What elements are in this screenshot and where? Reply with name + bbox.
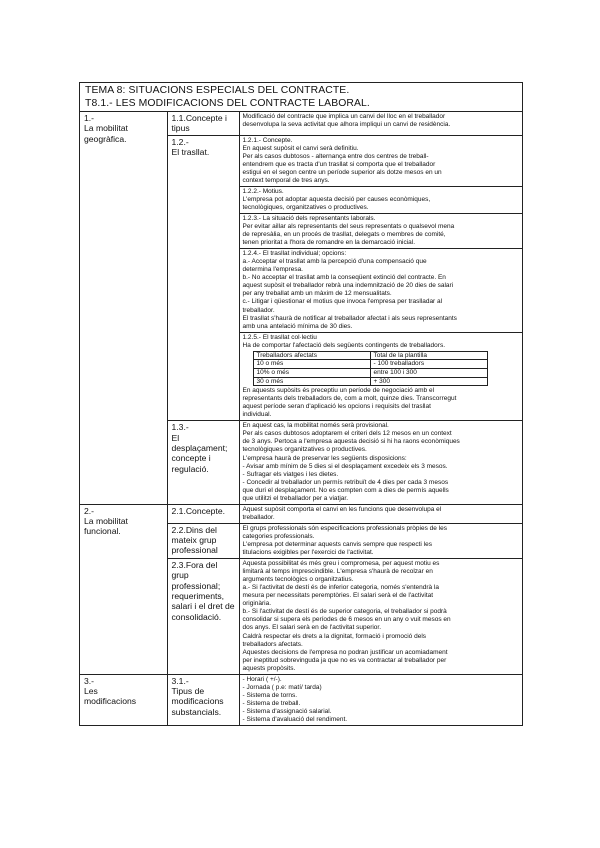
text-line: modificacions <box>84 696 137 707</box>
text-line: 3.1.- <box>171 675 189 686</box>
document-header <box>80 83 522 112</box>
paragraph-1-2-3 <box>239 214 522 249</box>
text-line: regulació. <box>171 463 209 474</box>
text-line: de 3 anys. Pertoca a l'empresa aquesta decisió si hi ha raons econòmiques <box>242 438 460 446</box>
text-line: mesura per necessitats peremptòries. El salari serà el de l'activitat <box>242 592 434 600</box>
subsection-2-1-text <box>239 504 522 523</box>
text-line: treballador. <box>242 306 275 314</box>
text-line: tipus <box>171 123 190 134</box>
subsection-1-1-label <box>167 112 239 135</box>
column-header: Total de la plantilla <box>370 351 487 360</box>
text-line: entendrem que es tracta d'un trasllat si comporta que el treballador <box>242 160 436 168</box>
subsection-1-3-text <box>239 421 522 504</box>
table-row <box>253 377 487 386</box>
text-line: c.- Litigar i qüestionar el motius que invoca l'empresa per traslladar al <box>242 298 443 306</box>
text-line: a.- Acceptar el trasllat amb la percepció d'una compensació que <box>242 258 427 266</box>
text-line: Ha de comportar l'afectació dels següents contingents de treballadors. <box>242 341 445 349</box>
table-cell: entre 100 i 300 <box>370 368 487 377</box>
subsection-2-2-text <box>239 523 522 558</box>
text-line: En aquest supòsit el canvi serà definitiu. <box>242 144 359 152</box>
text-line: 2.1.Concepte. <box>171 505 226 516</box>
text-line: - Sistema d'avaluació del rendiment. <box>242 715 348 723</box>
text-line: representants dels treballadors de, com a molt, quinze dies. Transcorregut <box>242 395 457 403</box>
list-item <box>243 479 520 503</box>
paragraph-1-2-5-intro <box>243 334 520 350</box>
text-line: Per als casos dubtosos - alternança entre dos centres de treball- <box>242 152 429 160</box>
text-line: - Jornada ( p.e: matí/ tarda) <box>242 683 322 691</box>
list-item <box>243 471 520 479</box>
text-line: 1.3.- <box>171 422 189 433</box>
list-item <box>243 463 520 471</box>
section-title: T8.1.- LES MODIFICACIONS DEL CONTRACTE LABORAL. <box>85 97 370 109</box>
text-line: que utilitzi el treballador per a viatjar. <box>242 494 349 502</box>
text-line: 1.2.5.- El trasllat col·lectiu <box>242 333 317 341</box>
table-cell: + 300 <box>370 377 487 386</box>
text-line: L'empresa pot determinar aquests canvis sempre que respecti les <box>242 540 432 548</box>
text-line: L'empresa pot adoptar aquesta decisió per causes econòmiques, <box>242 195 431 203</box>
section-2-label <box>80 504 167 674</box>
column-header: Treballadors afectats <box>253 351 370 360</box>
text-line: de represàlia, en un procés de trasllat, delegats o membres de comité, <box>242 231 446 239</box>
table-cell: - 100 treballadors <box>370 360 487 369</box>
content-table <box>80 112 522 725</box>
text-line: 2.- <box>84 505 95 516</box>
text-line: tenen prioritat a l'hora de romandre en la demarcació inicial. <box>242 239 416 247</box>
text-line: - Sufragar els viatges i les dietes. <box>242 470 339 478</box>
text-line: - Concedir al treballador un permís retribuït de 4 dies per cada 3 mesos <box>242 478 449 486</box>
text-line: Les <box>84 686 98 697</box>
text-line: salari i el dret de <box>171 601 235 612</box>
text-line: tecnològiques organitzatives o productives. <box>242 446 367 454</box>
text-line: Caldrà respectar els drets a la dignitat, formació i promoció dels <box>242 632 427 640</box>
subsection-2-3-label <box>167 559 239 675</box>
text-line: desenvolupa la seva activitat que alhora impliqui un canvi de residència. <box>242 121 451 129</box>
table-row <box>80 504 522 523</box>
text-line: mateix grup <box>171 535 217 546</box>
text-line: 2.3.Fora del <box>171 560 218 571</box>
text-line: requeriments, <box>171 590 225 601</box>
text-line: - Sistema de torns. <box>242 691 298 699</box>
text-line: El trasllat. <box>171 146 210 157</box>
text-line: categories professionals. <box>242 532 315 540</box>
text-line: Per evitar aillar als representants del seus representats o qualsevol mena <box>242 223 455 231</box>
text-line: concepte i <box>171 453 211 464</box>
text-line: context temporal de tres anys. <box>242 176 330 184</box>
subsection-2-2-label <box>167 523 239 558</box>
paragraph-1-2-5-negotiation <box>243 387 520 419</box>
document-page <box>79 82 523 726</box>
text-line: consolidar si supera els períodes de 6 mesos en un any o vuit mesos en <box>242 616 451 624</box>
text-line: b.- No acceptar el trasllat amb la conseqüent extinció del contracte. En <box>242 274 446 282</box>
section-3-label <box>80 674 167 725</box>
text-line: El grups professionals són especificacions professionals pròpies de les <box>242 524 447 532</box>
text-line: titulacions exigibles per l'exercici de l'activitat. <box>242 549 374 557</box>
text-line: 1.1.Concepte i <box>171 113 227 123</box>
paragraph-1-2-2 <box>239 186 522 213</box>
text-line: b.- Si l'activitat de destí és de superior categoria, el treballador si podrà <box>242 608 447 616</box>
text-line: 3.- <box>84 675 95 686</box>
text-line: a.- Si l'activitat de destí és de inferior categoria, només s'entendrà la <box>242 584 440 592</box>
table-row <box>80 112 522 135</box>
subsection-2-1-label <box>167 504 239 523</box>
text-line: - Sistema de treball. <box>242 699 301 707</box>
subsection-3-1-list <box>239 674 522 725</box>
text-line: La mobilitat <box>84 123 128 134</box>
text-line: professional; <box>171 580 221 591</box>
text-line: - Avisar amb mínim de 5 dies si el desplaçament excedeix els 3 mesos. <box>242 462 448 470</box>
text-line: individual. <box>242 411 272 419</box>
text-line: grup <box>171 570 189 581</box>
table-row <box>253 368 487 377</box>
text-line: Aquesta possibilitat és més greu i compromesa, per aquest motiu es <box>242 560 440 568</box>
text-line: Aquestes decisions de l'empresa no podran justificar un acomiadament <box>242 648 448 656</box>
text-line: que duri el desplaçament. No es compten com a dies de permís aquells <box>242 486 449 494</box>
text-line: La mobilitat <box>84 516 128 527</box>
table-header-row <box>253 351 487 360</box>
text-line: consolidació. <box>171 611 222 622</box>
text-line: treballador. <box>242 513 275 521</box>
text-line: 1.- <box>84 113 95 123</box>
text-line: Per als casos dubtosos adoptarem el criteri dels 12 mesos en un context <box>242 430 452 438</box>
paragraph-1-2-5 <box>239 332 522 421</box>
text-line: 1.2.1.- Concepte. <box>242 136 293 144</box>
text-line: - Sistema d'assignació salarial. <box>242 707 332 715</box>
text-line: En aquests supòsits és preceptiu un període de negociació amb el <box>242 387 435 395</box>
text-line: modificacions <box>171 696 224 707</box>
text-line: Aquest supòsit comporta el canvi en les funcions que desenvolupa el <box>242 505 442 513</box>
text-line: per any treballat amb un màxim de 12 mensualitats. <box>242 290 392 298</box>
text-line: aquests propòsits. <box>242 664 296 672</box>
text-line: geogràfica. <box>84 133 127 144</box>
table-row <box>80 674 522 725</box>
text-line: 1.2.2.- Motius. <box>242 187 284 195</box>
subsection-1-3-intro <box>243 422 520 462</box>
text-line: per ineptitud sobrevinguda ja que no es va contractar al treballador per <box>242 656 447 664</box>
workers-threshold-table <box>253 351 488 386</box>
text-line: dos anys. El salari serà en de l'activitat superior. <box>242 624 382 632</box>
text-line: amb una antelació mínima de 30 dies. <box>242 322 353 330</box>
text-line: L'empresa haurà de preservar les següents disposicions: <box>242 454 407 462</box>
topic-title: TEMA 8: SITUACIONS ESPECIALS DEL CONTRACTE. <box>85 85 350 96</box>
subsection-3-1-label <box>167 674 239 725</box>
text-line: aquest període seran d'aplicació les opcions i requisits del trasllat <box>242 403 431 411</box>
text-line: funcional. <box>84 526 121 537</box>
text-line: 2.2.Dins del <box>171 524 217 535</box>
text-line: 1.2.- <box>171 136 189 147</box>
table-cell: 10% o més <box>253 368 370 377</box>
text-line: Modificació del contracte que implica un canvi del lloc en el treballador <box>242 113 446 120</box>
subsection-1-2-label <box>167 135 239 421</box>
text-line: arguments tecnològics o organitzatius. <box>242 576 354 584</box>
text-line: El trasllat s'haurà de notificar al treballador afectat i als seus representants <box>242 314 457 322</box>
text-line: originària. <box>242 600 272 608</box>
text-line: limitarà al temps imprescindible. L'empresa s'haurà de recolzar en <box>242 568 433 576</box>
text-line: En aquest cas, la mobilitat només serà provisional. <box>242 422 389 430</box>
text-line: - Horari ( +/-). <box>242 675 282 683</box>
text-line: treballadors afectats. <box>242 640 303 648</box>
table-row <box>253 360 487 369</box>
text-line: tecnològiques, organitzatives o productives. <box>242 203 369 211</box>
paragraph-1-2-1 <box>239 135 522 186</box>
text-line: professional <box>171 545 218 556</box>
text-line: Tipus de <box>171 686 205 697</box>
text-line: 1.2.4.- El trasllat individual; opcions: <box>242 250 347 258</box>
subsection-1-3-label <box>167 421 239 504</box>
table-cell: 10 o més <box>253 360 370 369</box>
paragraph-1-2-4 <box>239 249 522 332</box>
text-line: 1.2.3.- La situació dels representants laborals. <box>242 215 376 223</box>
text-line: El desplaçament; <box>171 432 228 453</box>
subsection-1-1-text <box>239 112 522 135</box>
table-cell: 30 o més <box>253 377 370 386</box>
text-line: aquest supòsit el treballador rebrà una indemnització de 20 dies de salari <box>242 282 454 290</box>
text-line: determina l'empresa. <box>242 266 303 274</box>
subsection-2-3-text <box>239 559 522 675</box>
text-line: substancials. <box>171 706 222 717</box>
text-line: estigui en el segon centre un període superior als dotze mesos en un <box>242 168 442 176</box>
section-1-label <box>80 112 167 504</box>
